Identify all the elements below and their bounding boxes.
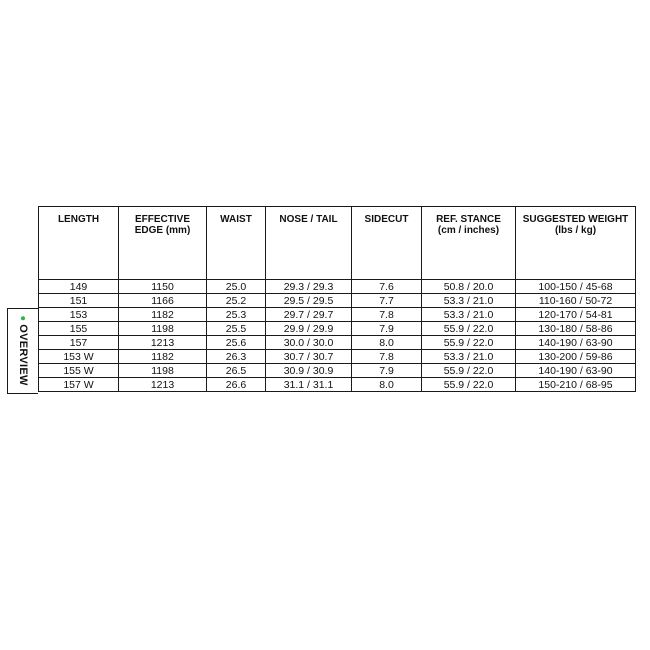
table-cell: 25.5	[207, 322, 266, 336]
table-cell: 29.3 / 29.3	[266, 280, 352, 294]
table-cell: 110-160 / 50-72	[516, 294, 636, 308]
table-cell: 1198	[119, 364, 207, 378]
table-cell: 153	[39, 308, 119, 322]
table-cell: 100-150 / 45-68	[516, 280, 636, 294]
table-cell: 155	[39, 322, 119, 336]
table-cell: 7.8	[352, 308, 422, 322]
table-cell: 26.6	[207, 378, 266, 392]
spec-table	[38, 206, 636, 392]
table-cell: 153 W	[39, 350, 119, 364]
table-cell: 1182	[119, 308, 207, 322]
table-cell: 25.3	[207, 308, 266, 322]
table-cell: 30.7 / 30.7	[266, 350, 352, 364]
column-header: SUGGESTED WEIGHT (lbs / kg)	[516, 207, 636, 280]
table-cell: 25.0	[207, 280, 266, 294]
overview-label: OVERVIEW	[17, 324, 29, 386]
spec-table-header	[39, 207, 636, 280]
column-header: WAIST	[207, 207, 266, 280]
table-cell: 1166	[119, 294, 207, 308]
table-cell: 7.6	[352, 280, 422, 294]
column-header: EFFECTIVE EDGE (mm)	[119, 207, 207, 280]
table-row	[39, 308, 636, 322]
table-cell: 55.9 / 22.0	[422, 336, 516, 350]
table-cell: 26.5	[207, 364, 266, 378]
table-cell: 1213	[119, 336, 207, 350]
overview-tab[interactable]	[7, 308, 38, 394]
table-row	[39, 280, 636, 294]
table-cell: 130-180 / 58-86	[516, 322, 636, 336]
table-cell: 157 W	[39, 378, 119, 392]
table-cell: 130-200 / 59-86	[516, 350, 636, 364]
table-cell: 29.7 / 29.7	[266, 308, 352, 322]
column-header: NOSE / TAIL	[266, 207, 352, 280]
spec-table-body	[39, 280, 636, 392]
header-row	[39, 207, 636, 280]
table-cell: 8.0	[352, 336, 422, 350]
table-cell: 55.9 / 22.0	[422, 378, 516, 392]
overview-tab-content	[17, 316, 29, 386]
table-cell: 53.3 / 21.0	[422, 350, 516, 364]
table-cell: 7.8	[352, 350, 422, 364]
table-cell: 7.9	[352, 322, 422, 336]
overview-dot-icon	[21, 316, 25, 320]
table-cell: 7.7	[352, 294, 422, 308]
table-cell: 25.2	[207, 294, 266, 308]
table-cell: 149	[39, 280, 119, 294]
column-header: LENGTH	[39, 207, 119, 280]
table-cell: 55.9 / 22.0	[422, 322, 516, 336]
table-cell: 53.3 / 21.0	[422, 308, 516, 322]
table-cell: 157	[39, 336, 119, 350]
table-cell: 120-170 / 54-81	[516, 308, 636, 322]
column-header: REF. STANCE (cm / inches)	[422, 207, 516, 280]
table-cell: 155 W	[39, 364, 119, 378]
table-cell: 25.6	[207, 336, 266, 350]
table-cell: 7.9	[352, 364, 422, 378]
table-cell: 26.3	[207, 350, 266, 364]
table-cell: 140-190 / 63-90	[516, 364, 636, 378]
table-cell: 55.9 / 22.0	[422, 364, 516, 378]
table-row	[39, 350, 636, 364]
table-cell: 151	[39, 294, 119, 308]
table-cell: 29.9 / 29.9	[266, 322, 352, 336]
table-row	[39, 378, 636, 392]
table-cell: 1213	[119, 378, 207, 392]
table-cell: 30.0 / 30.0	[266, 336, 352, 350]
table-cell: 1182	[119, 350, 207, 364]
table-cell: 50.8 / 20.0	[422, 280, 516, 294]
table-cell: 8.0	[352, 378, 422, 392]
table-cell: 31.1 / 31.1	[266, 378, 352, 392]
table-row	[39, 336, 636, 350]
table-cell: 53.3 / 21.0	[422, 294, 516, 308]
table-cell: 29.5 / 29.5	[266, 294, 352, 308]
table-cell: 150-210 / 68-95	[516, 378, 636, 392]
table-row	[39, 322, 636, 336]
table-cell: 30.9 / 30.9	[266, 364, 352, 378]
table-cell: 1150	[119, 280, 207, 294]
table-row	[39, 364, 636, 378]
table-row	[39, 294, 636, 308]
table-cell: 140-190 / 63-90	[516, 336, 636, 350]
table-cell: 1198	[119, 322, 207, 336]
column-header: SIDECUT	[352, 207, 422, 280]
